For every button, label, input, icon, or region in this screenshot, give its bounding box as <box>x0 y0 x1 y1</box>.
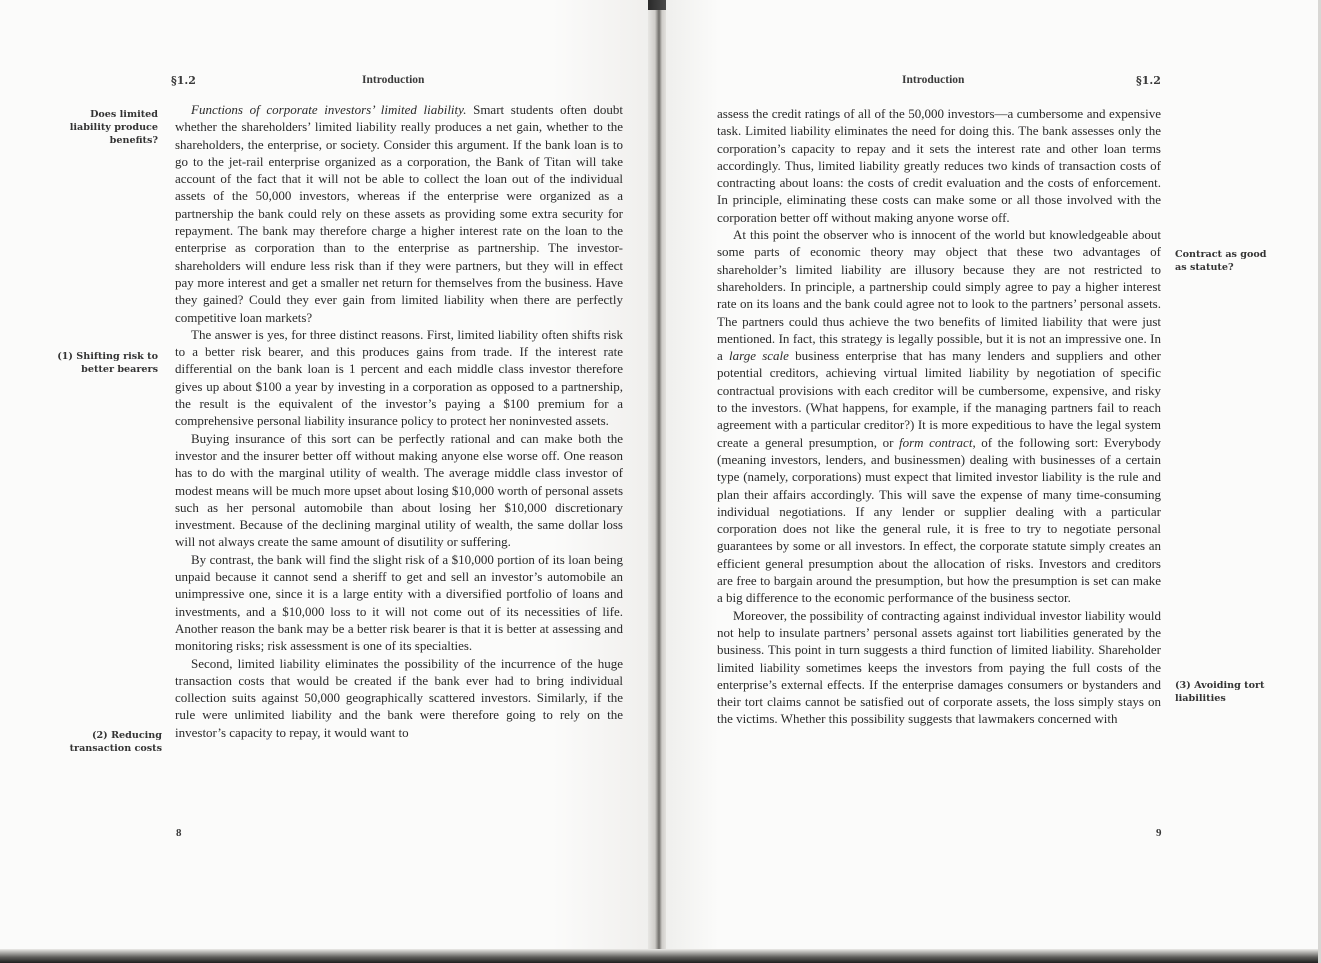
left-page-number: 8 <box>176 827 182 839</box>
book-bottom-edge <box>0 949 1321 963</box>
paragraph-text: of the following sort: Everybody (meaning investors, lenders, and businessmen) dealing with businesses of a certain type (namely, corporations) must expect that limited investor liability is the rule and plan their affairs accordingly. This will save the expense of many time-consuming individual negotiations. If any lender or supplier dealing with a particular corporation does not like the general rule, it is free to try to negotiate personal guarantees by some or all investors. In effect, the corporate statute simply creates an efficient general presumption about the allocation of risks. Investors and creditors are free to bargain around the presumption, but how the presumption is set can make a big difference to the economic performance of the business sector. <box>717 434 1161 606</box>
margin-note-avoiding-tort: (3) Avoiding tort liabilities <box>1175 680 1265 704</box>
paragraph <box>717 226 1161 607</box>
right-page-number: 9 <box>1156 827 1162 839</box>
paragraph: Buying insurance of this sort can be perfectly rational and can make both the investor and the insurer better off without making anyone else worse off. One reason has to do with the marginal utility of wealth. The average middle class investor of modest means will be much more upset about losing $10,000 worth of personal assets such as her personal automobile than about losing her $10,000 discretionary investment. Because of the declining marginal utility of wealth, the same dollar loss will not always create the same amount of disutility or suffering. <box>175 430 623 550</box>
left-running-head-section: §1.2 <box>171 74 196 87</box>
emphasis-text: large scale <box>729 348 789 364</box>
margin-note-contract-as-statute: Contract as good as statute? <box>1175 249 1267 273</box>
right-running-head-section: §1.2 <box>1136 74 1161 87</box>
right-running-head-title: Introduction <box>902 74 965 86</box>
margin-note-reducing-transaction-costs: (2) Reducing transaction costs <box>69 730 162 754</box>
right-body-text <box>717 105 1161 728</box>
paragraph-text: At this point the observer who is innocent of the world but knowledgeable about some parts of economic theory may object that these two advantages of shareholder’s limited liability are illusory because they are not restricted to shareholders. In principle, a partnership could simply agree to pay a higher interest rate on its loans and the bank could agree not to look to the partners’ personal assets. The partners could thus achieve the two benefits of limited liability that were just mentioned. In fact, this strategy is legally possible, but it is not an impressive one. In a <box>717 227 1161 364</box>
paragraph-text: business enterprise that has many lenders and suppliers and other potential creditors, achieving virtual limited liability by negotiation of specific contractual provisions with each creditor will be cumbersome, expensive, and risky to the investors. (What happens, for example, if the managing partners fail to reach agreement with a particular creditor?) It is more expeditious to have the legal system create a general presumption, or <box>717 348 1161 450</box>
margin-note-limited-liability-benefits: Does limited liability produce benefits? <box>69 109 158 146</box>
paragraph: By contrast, the bank will find the slight risk of a $10,000 portion of its loan being unpaid because it cannot send a sheriff to get and sell an investor’s automobile an unimpressive one, since it is a large entity with a diversified portfolio of loans and investments, and a $10,000 loss to it will not come out of its necessities of life. Another reason the bank may be a better risk bearer is that it is better at assessing and monitoring risks; risk assessment is one of its specialties. <box>175 551 623 654</box>
book-gutter <box>648 0 668 963</box>
paragraph-text: Smart students often doubt whether the shareholders’ limited liability really produces a net gain, whether to the shareholders, the enterprise, or society. Consider this argument. If the bank loan is to go to the jet-rail enterprise organized as a corporation, the Bank of Titan will take account of the fact that it will not be able to collect the loan out of the individual assets of the 50,000 investors, whereas if the enterprise were organized as a partnership the bank could rely on these assets as providing some extra security for repayment. The bank may therefore charge a higher interest rate on the loan to the enterprise as corporation than to the enterprise as partnership. The investor-shareholders will endure less risk than if they were partners, but they will in effect pay more interest and get a smaller net return for themselves from the business. Have they gained? Could they ever gain from limited liability when there are perfectly competitive loan markets? <box>175 102 623 325</box>
left-body-text <box>175 101 623 741</box>
emphasis-text: form contract, <box>898 434 976 450</box>
paragraph <box>175 101 623 326</box>
paragraph: assess the credit ratings of all of the 50,000 investors—a cumbersome and expensive task. Limited liability eliminates the need for doing this. The bank assesses only the corporation’s capacity to repay and it sets the interest rate and other loan terms accordingly. Thus, limited liability greatly reduces two kinds of transaction costs of contracting about loans: the costs of credit evaluation and the costs of enforcement. In principle, eliminating these costs can make some or all those involved with the corporation better off without making anyone worse off. <box>717 106 1161 225</box>
paragraph-heading: Functions of corporate investors’ limited liability. <box>191 102 467 117</box>
paragraph: The answer is yes, for three distinct reasons. First, limited liability often shifts risk to a better risk bearer, and this produces gains from trade. If the interest rate differential on the bank loan is 1 percent and each middle class investor therefore gives up about $100 a year by investing in a corporation as opposed to a partnership, the result is the equivalent of the investor’s paying a $100 premium for a comprehensive personal liability insurance policy to protect her noninvested assets. <box>175 326 623 429</box>
paragraph: Moreover, the possibility of contracting against individual investor liability would not help to insulate partners’ personal assets against tort liabilities generated by the business. This point in turn suggests a third function of limited liability. Shareholder limited liability sometimes keeps the investors from paying the full costs of the enterprise’s external effects. If the enterprise damages consumers or bystanders and their tort claims cannot be satisfied out of corporate assets, the loss simply stays on the victims. Whether this possibility suggests that lawmakers concerned with <box>717 607 1161 727</box>
left-running-head-title: Introduction <box>362 74 425 86</box>
paragraph: Second, limited liability eliminates the possibility of the incurrence of the huge transaction costs that would be created if the bank ever had to bring individual collection suits against 50,000 geographically scattered investors. Similarly, if the rule were unlimited liability and the bank were therefore going to rely on the investor’s capacity to repay, it would want to <box>175 655 623 740</box>
margin-note-shifting-risk: (1) Shifting risk to better bearers <box>57 351 158 375</box>
left-page <box>0 0 650 963</box>
